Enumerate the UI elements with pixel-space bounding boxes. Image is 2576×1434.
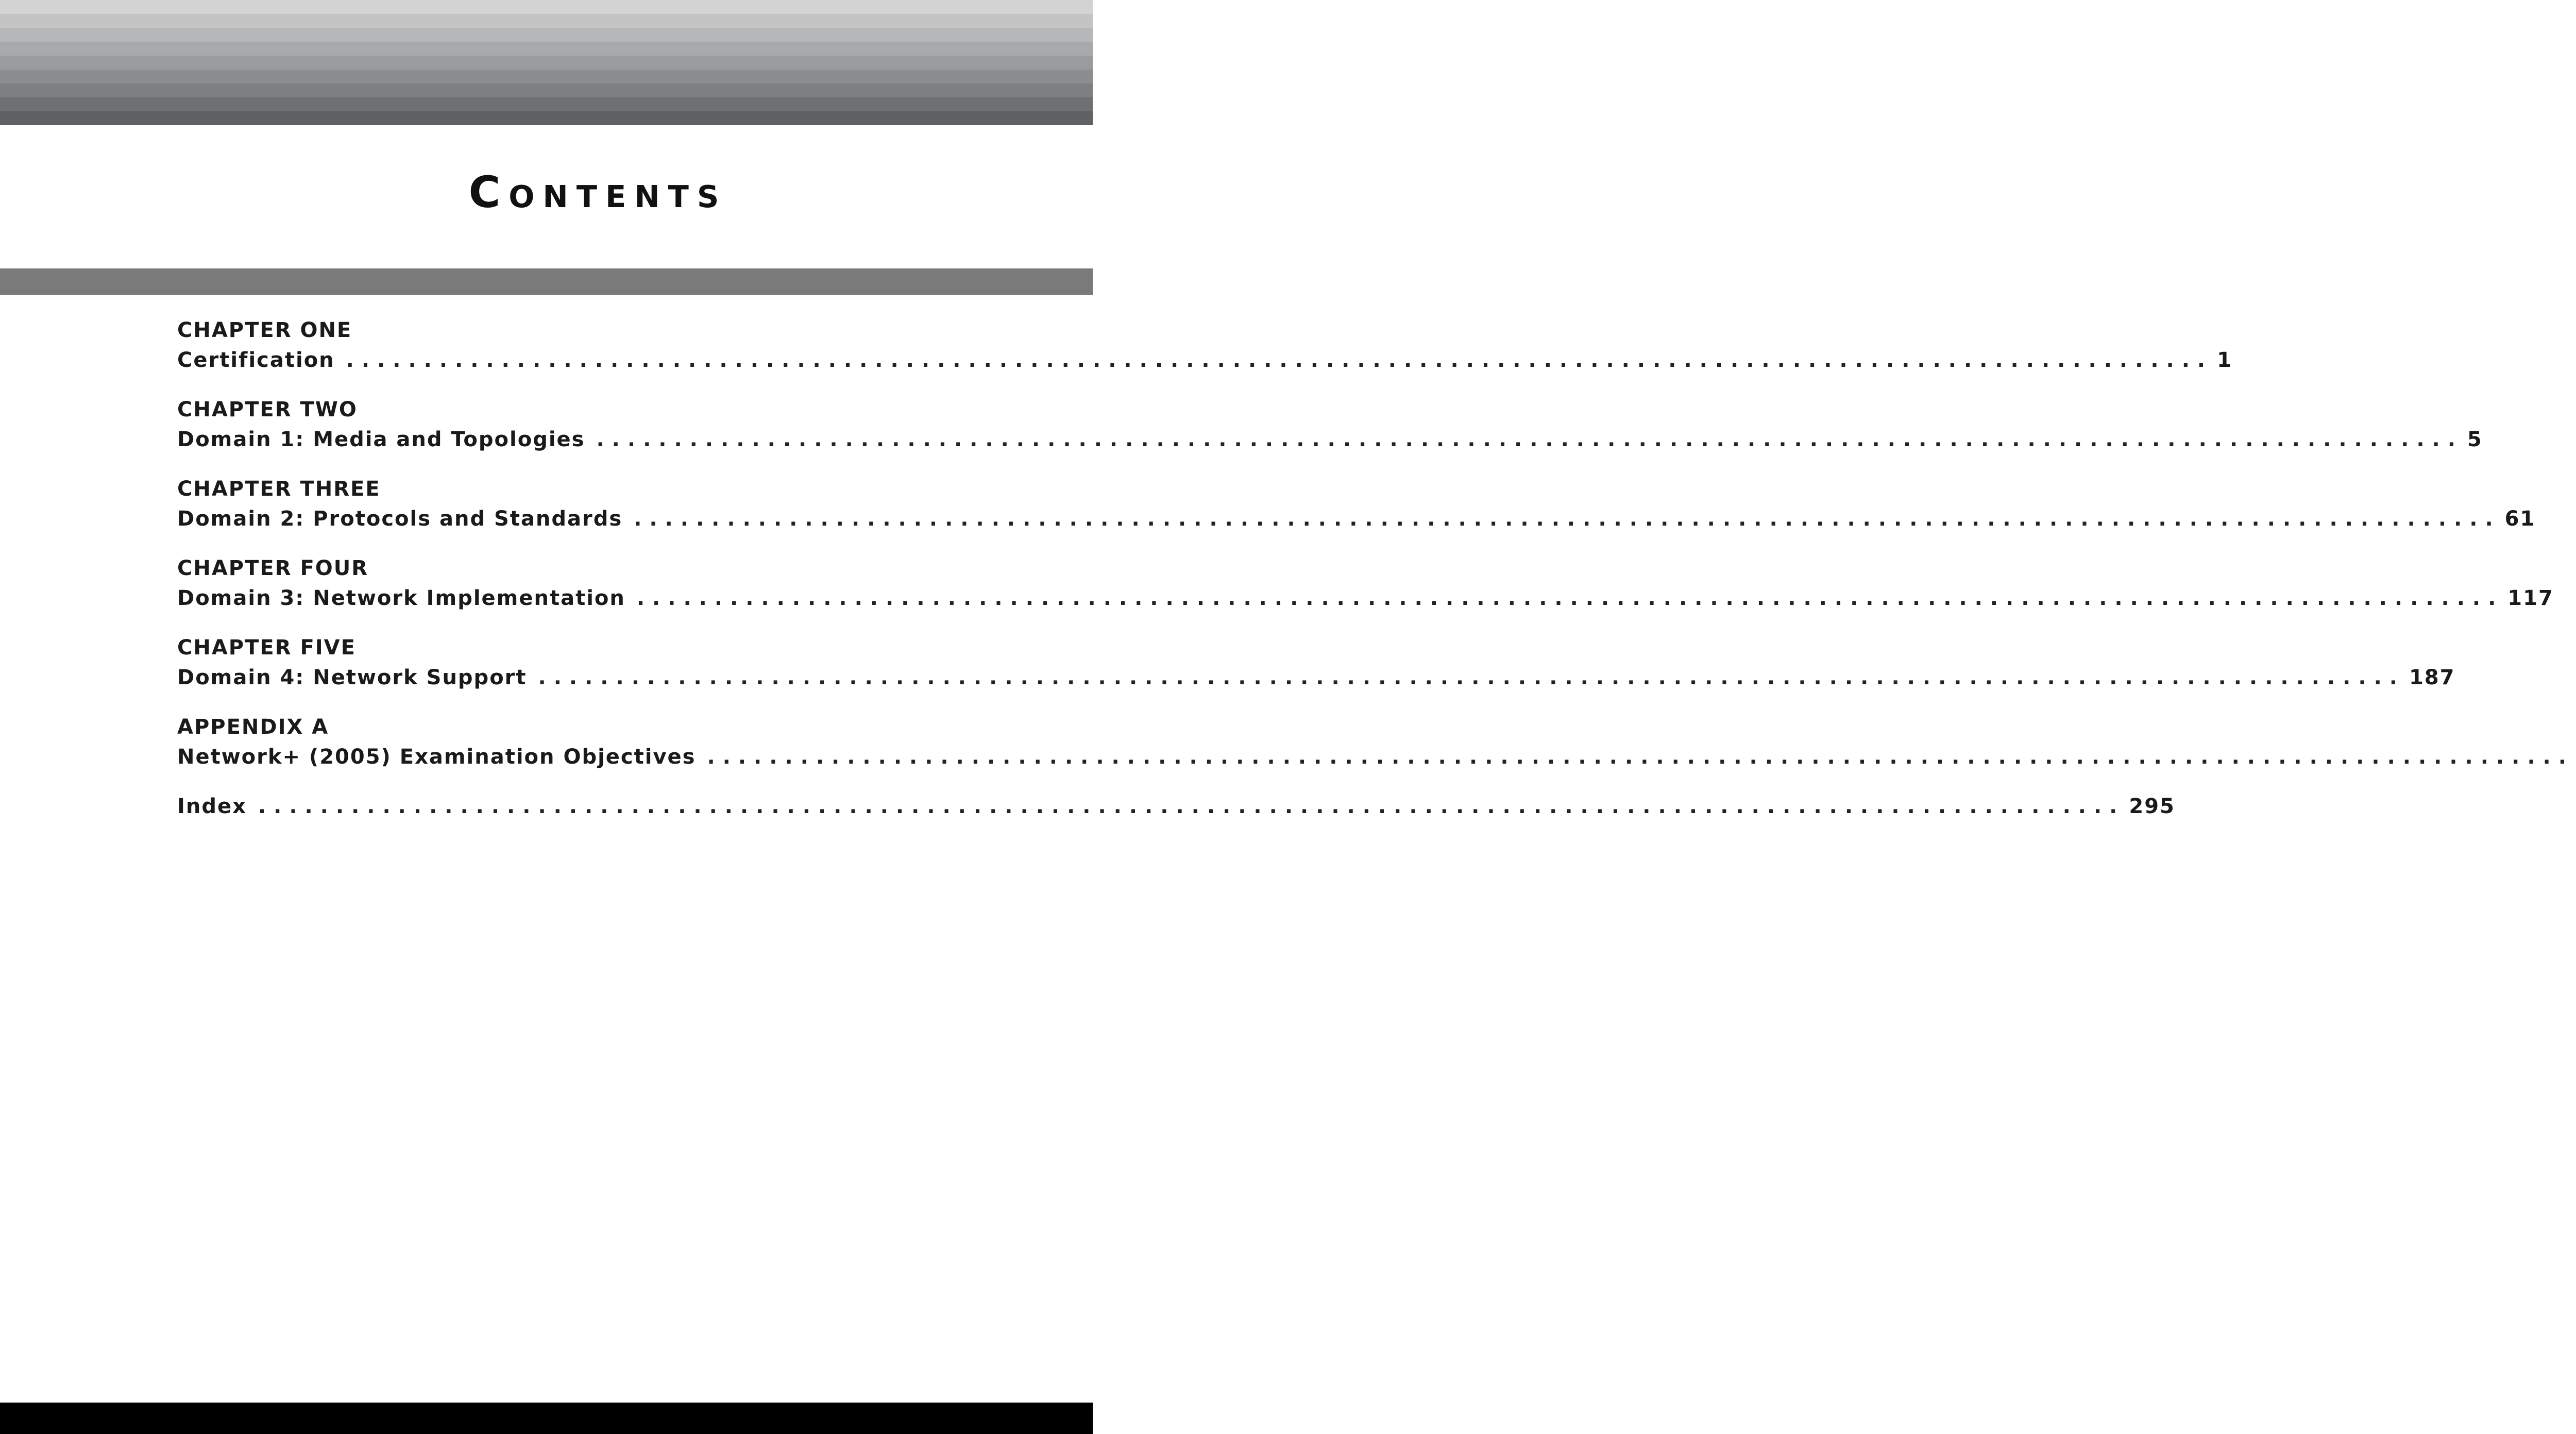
toc-line (177, 504, 2536, 534)
toc-chapter-label: CHAPTER THREE (177, 477, 381, 501)
toc-dot-leader: ........................................................................................................................ (538, 666, 2405, 689)
header-stripe (0, 70, 1093, 83)
toc-chapter-label: CHAPTER FOUR (177, 556, 369, 580)
toc-entry[interactable] (177, 633, 2455, 693)
toc-entry[interactable] (177, 474, 2536, 534)
toc-title: Network+ (2005) Examination Objectives (177, 745, 696, 769)
toc-line (177, 425, 2483, 454)
toc-chapter-label: CHAPTER FIVE (177, 636, 356, 660)
toc-entry[interactable] (177, 553, 2554, 613)
header-stripe (0, 56, 1093, 70)
toc-appendix-label: APPENDIX A (177, 715, 329, 739)
toc-dot-leader: ........................................................................................................................ (596, 428, 2463, 451)
toc-entry-index[interactable] (177, 791, 2175, 821)
header-stripe (0, 42, 1093, 56)
toc-dot-leader: ........................................................................................................................ (258, 795, 2125, 818)
page-title: Contents (468, 167, 727, 217)
toc-page-number (2574, 742, 2576, 772)
toc-chapter-label: CHAPTER ONE (177, 318, 352, 342)
header-stripe (0, 0, 1093, 14)
toc-page-number: 5 (2467, 428, 2483, 451)
toc-page-number: 295 (2129, 795, 2175, 818)
toc-line (177, 345, 2232, 375)
toc-line (177, 583, 2554, 613)
toc-page-number: 61 (2504, 507, 2536, 531)
header-gradient-band (0, 0, 1093, 125)
toc-line (177, 791, 2175, 821)
header-stripe (0, 83, 1093, 97)
toc-title: Domain 3: Network Implementation (177, 586, 625, 610)
toc-chapter-label: CHAPTER TWO (177, 398, 358, 421)
header-stripe (0, 14, 1093, 28)
table-of-contents (177, 315, 2574, 841)
toc-dot-leader: ........................................................................................................................ (634, 507, 2501, 531)
toc-entry[interactable] (177, 315, 2232, 375)
header-stripe (0, 97, 1093, 111)
toc-title: Index (177, 795, 247, 818)
toc-line (177, 742, 2574, 772)
footer-bar (0, 1403, 1093, 1434)
toc-dot-leader: ........................................................................................................................ (636, 586, 2504, 610)
toc-title: Certification (177, 348, 335, 372)
toc-page-number: 1 (2217, 348, 2232, 372)
toc-page-number: 187 (2409, 666, 2455, 689)
toc-title: Domain 4: Network Support (177, 666, 527, 689)
toc-dot-leader: ........................................................................................................................ (707, 745, 2574, 769)
toc-line (177, 663, 2455, 693)
toc-entry[interactable] (177, 712, 2574, 772)
toc-title: Domain 1: Media and Topologies (177, 428, 585, 451)
title-divider-bar (0, 268, 1093, 295)
toc-page-number: 117 (2507, 586, 2554, 610)
toc-title: Domain 2: Protocols and Standards (177, 507, 623, 531)
toc-entry[interactable] (177, 395, 2483, 454)
header-stripe (0, 111, 1093, 125)
toc-dot-leader: ........................................................................................................................ (346, 348, 2213, 372)
header-stripe (0, 28, 1093, 42)
